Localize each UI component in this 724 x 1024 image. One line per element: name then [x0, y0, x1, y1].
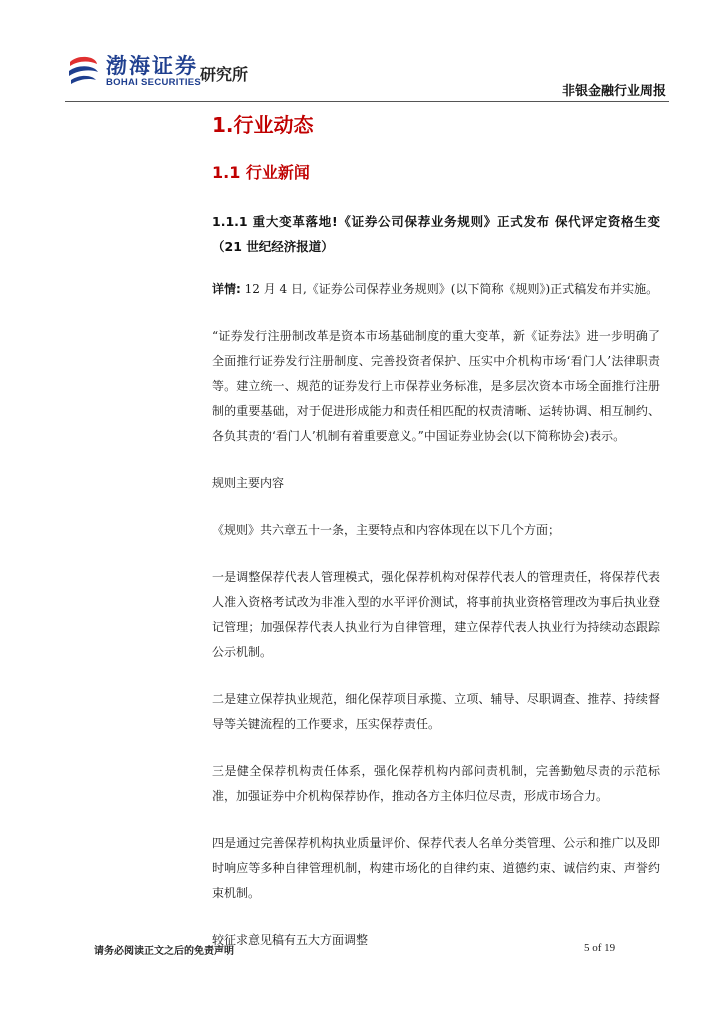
point-one-paragraph: 一是调整保荐代表人管理模式，强化保荐机构对保荐代表人的管理责任，将保荐代表人准入资格考试改为非准入型的水平评价测试，将事前执业资格管理改为事后执业登记管理；加强保荐代表人执业行为自律管理，建立保荐代表人执业行为持续动态跟踪公示机制。: [212, 570, 660, 659]
point-three-paragraph: 三是健全保荐机构责任体系，强化保荐机构内部问责机制，完善勤勉尽责的示范标准，加强证券中介机构保荐协作，推动各方主体归位尽责，形成市场合力。: [212, 764, 660, 803]
bohai-logo-icon: [66, 52, 100, 86]
news-headline: 1.1.1 重大变革落地!《证券公司保荐业务规则》正式发布 保代评定资格生变（21 世纪经济报道）: [212, 214, 660, 254]
page-header: [0, 0, 724, 110]
page-number: 5 of 19: [584, 942, 616, 954]
document-body: [212, 104, 660, 953]
disclaimer-note: 请务必阅读正文之后的免责声明: [94, 946, 234, 957]
point-four-paragraph: 四是通过完善保荐机构执业质量评价、保荐代表人名单分类管理、公示和推广以及即时响应等多种自律管理机制，构建市场化的自律约束、道德约束、诚信约束、声誉约束机制。: [212, 836, 660, 900]
point-two-paragraph: 二是建立保荐执业规范，细化保荐项目承揽、立项、辅导、尽职调查、推荐、持续督导等关键流程的工作要求，压实保荐责任。: [212, 692, 660, 731]
institute-label: 研究所: [200, 65, 249, 84]
detail-label: 详情:: [212, 282, 241, 296]
section-heading: 1.行业动态: [212, 113, 314, 137]
logo-text-en: BOHAI SECURITIES: [106, 77, 202, 88]
subsection-heading: 1.1 行业新闻: [212, 163, 310, 182]
logo-text-cn: 渤海证券: [106, 54, 198, 78]
rules-overview-paragraph: 《规则》共六章五十一条，主要特点和内容体现在以下几个方面；: [212, 523, 561, 537]
rules-summary-heading: 规则主要内容: [212, 476, 285, 490]
detail-paragraph: [212, 277, 660, 302]
header-divider: [65, 101, 669, 102]
detail-text: 12 月 4 日,《证券公司保荐业务规则》(以下简称《规则》)正式稿发布并实施。: [240, 282, 659, 296]
quote-paragraph: “证券发行注册制改革是资本市场基础制度的重大变革，新《证券法》进一步明确了全面推行证券发行注册制度、完善投资者保护、压实中介机构市场‘看门人’法律职责等。建立统一、规范的证券发行上市保荐业务标准，是多层次资本市场全面推行注册制的重要基础，对于促进形成能力和责任相匹配的权责清晰、运转协调、相互制约、各负其责的‘看门人’机制有着重要意义。”中国证券业协会(以下简称协会)表示。: [212, 329, 660, 443]
report-type-label: 非银金融行业周报: [561, 84, 666, 99]
changes-heading: 较征求意见稿有五大方面调整: [212, 933, 369, 947]
